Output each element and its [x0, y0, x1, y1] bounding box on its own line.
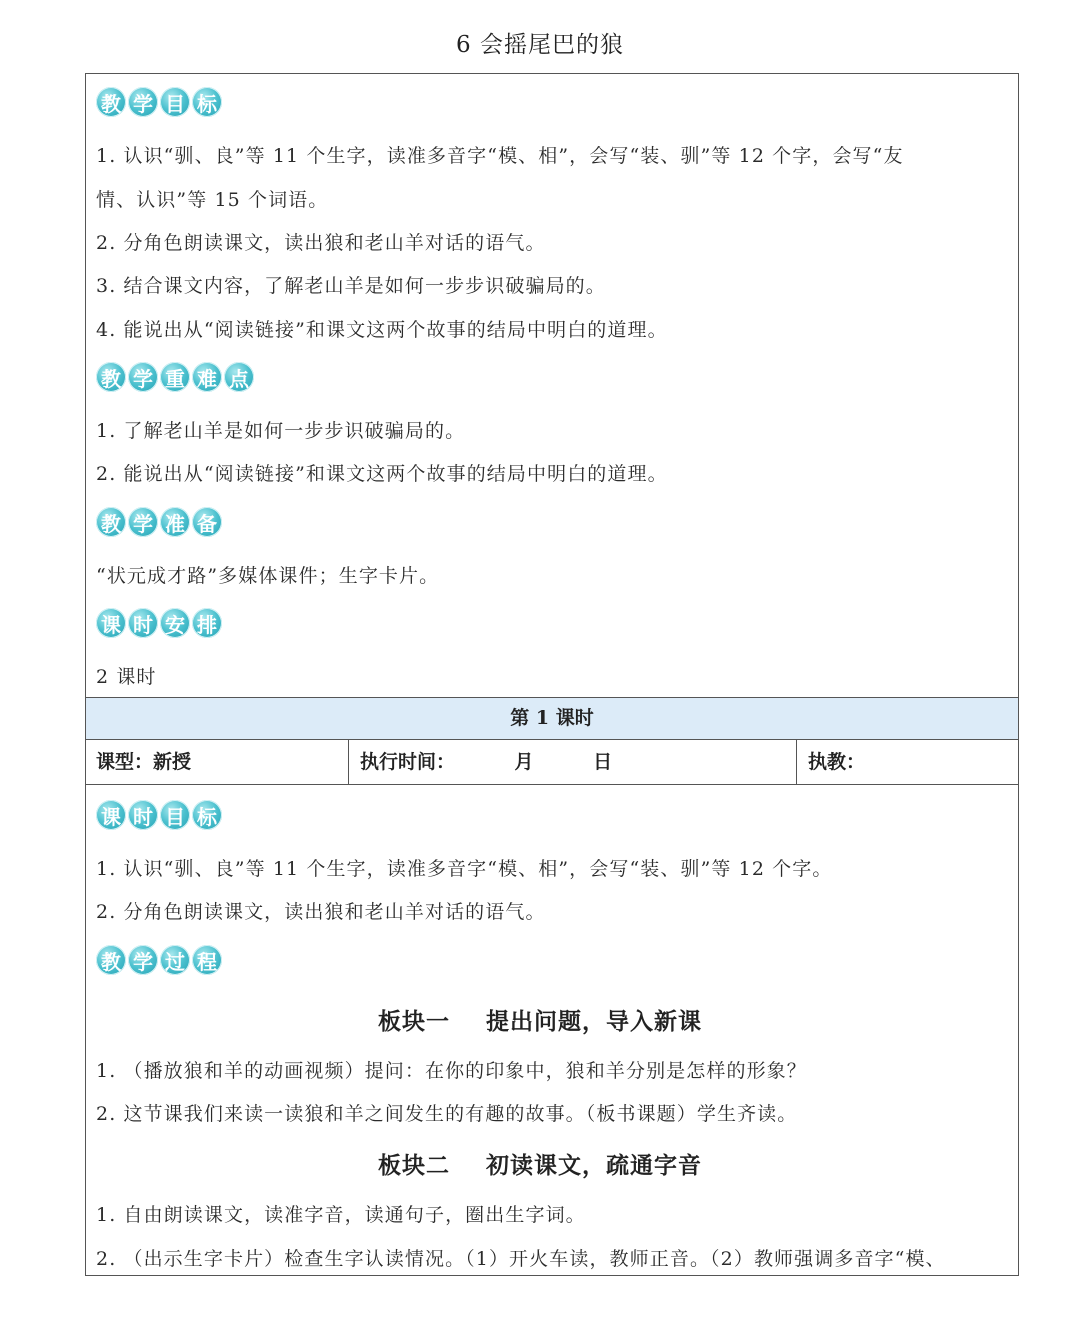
key-point-line: 2. 能说出从“阅读链接”和课文这两个故事的结局中明白的道理。 [96, 463, 668, 485]
lesson-goal-line: 2. 分角色朗读课文，读出狼和老山羊对话的语气。 [96, 901, 546, 923]
lesson-type: 课型：新授 [96, 751, 192, 773]
meta-divider [348, 740, 349, 784]
lesson-teacher: 执教： [808, 751, 866, 773]
lesson-goal-line: 1. 认识“驯、良”等 11 个生字，读准多音字“模、相”，会写“装、驯”等 12 个字。 [96, 858, 833, 880]
lesson-exec-time: 执行时间： 月 日 [360, 751, 613, 773]
goal-line: 1. 认识“驯、良”等 11 个生字，读准多音字“模、相”，会写“装、驯”等 12 个字，会写“友 [96, 145, 904, 167]
goal-line: 情、认识”等 15 个词语。 [96, 189, 329, 211]
section-badge-lesson-goals: 课 时 目 标 [96, 800, 224, 830]
goal-line: 2. 分角色朗读课文，读出狼和老山羊对话的语气。 [96, 232, 546, 254]
section-badge-process: 教 学 过 程 [96, 945, 224, 975]
goal-line: 4. 能说出从“阅读链接”和课文这两个故事的结局中明白的道理。 [96, 319, 668, 341]
section-badge-schedule: 课 时 安 排 [96, 608, 224, 638]
document-title: 6 会摇尾巴的狼 [456, 32, 624, 58]
lesson-meta-row [86, 740, 1018, 785]
goal-line: 3. 结合课文内容，了解老山羊是如何一步步识破骗局的。 [96, 275, 606, 297]
lesson-header-band: 第 1 课时 [86, 697, 1018, 740]
section-badge-preparation: 教 学 准 备 [96, 507, 224, 537]
schedule-text: 2 课时 [96, 666, 157, 688]
key-point-line: 1. 了解老山羊是如何一步步识破骗局的。 [96, 420, 466, 442]
block1-item: 1. （播放狼和羊的动画视频）提问：在你的印象中，狼和羊分别是怎样的形象？ [96, 1060, 807, 1082]
block2-title: 板块二 初读课文，疏通字音 [377, 1152, 703, 1179]
block2-item: 1. 自由朗读课文，读准字音，读通句子，圈出生字词。 [96, 1204, 586, 1226]
preparation-text: “状元成才路”多媒体课件；生字卡片。 [96, 565, 440, 587]
section-badge-key-points: 教 学 重 难 点 [96, 362, 256, 392]
section-badge-goals: 教 学 目 标 [96, 87, 224, 117]
block1-title: 板块一 提出问题，导入新课 [377, 1008, 703, 1035]
block2-item: 2. （出示生字卡片）检查生字认读情况。（1）开火车读，教师正音。（2）教师强调多音字“模、 [96, 1248, 946, 1270]
block1-item: 2. 这节课我们来读一读狼和羊之间发生的有趣的故事。（板书课题）学生齐读。 [96, 1103, 798, 1125]
meta-divider [796, 740, 797, 784]
